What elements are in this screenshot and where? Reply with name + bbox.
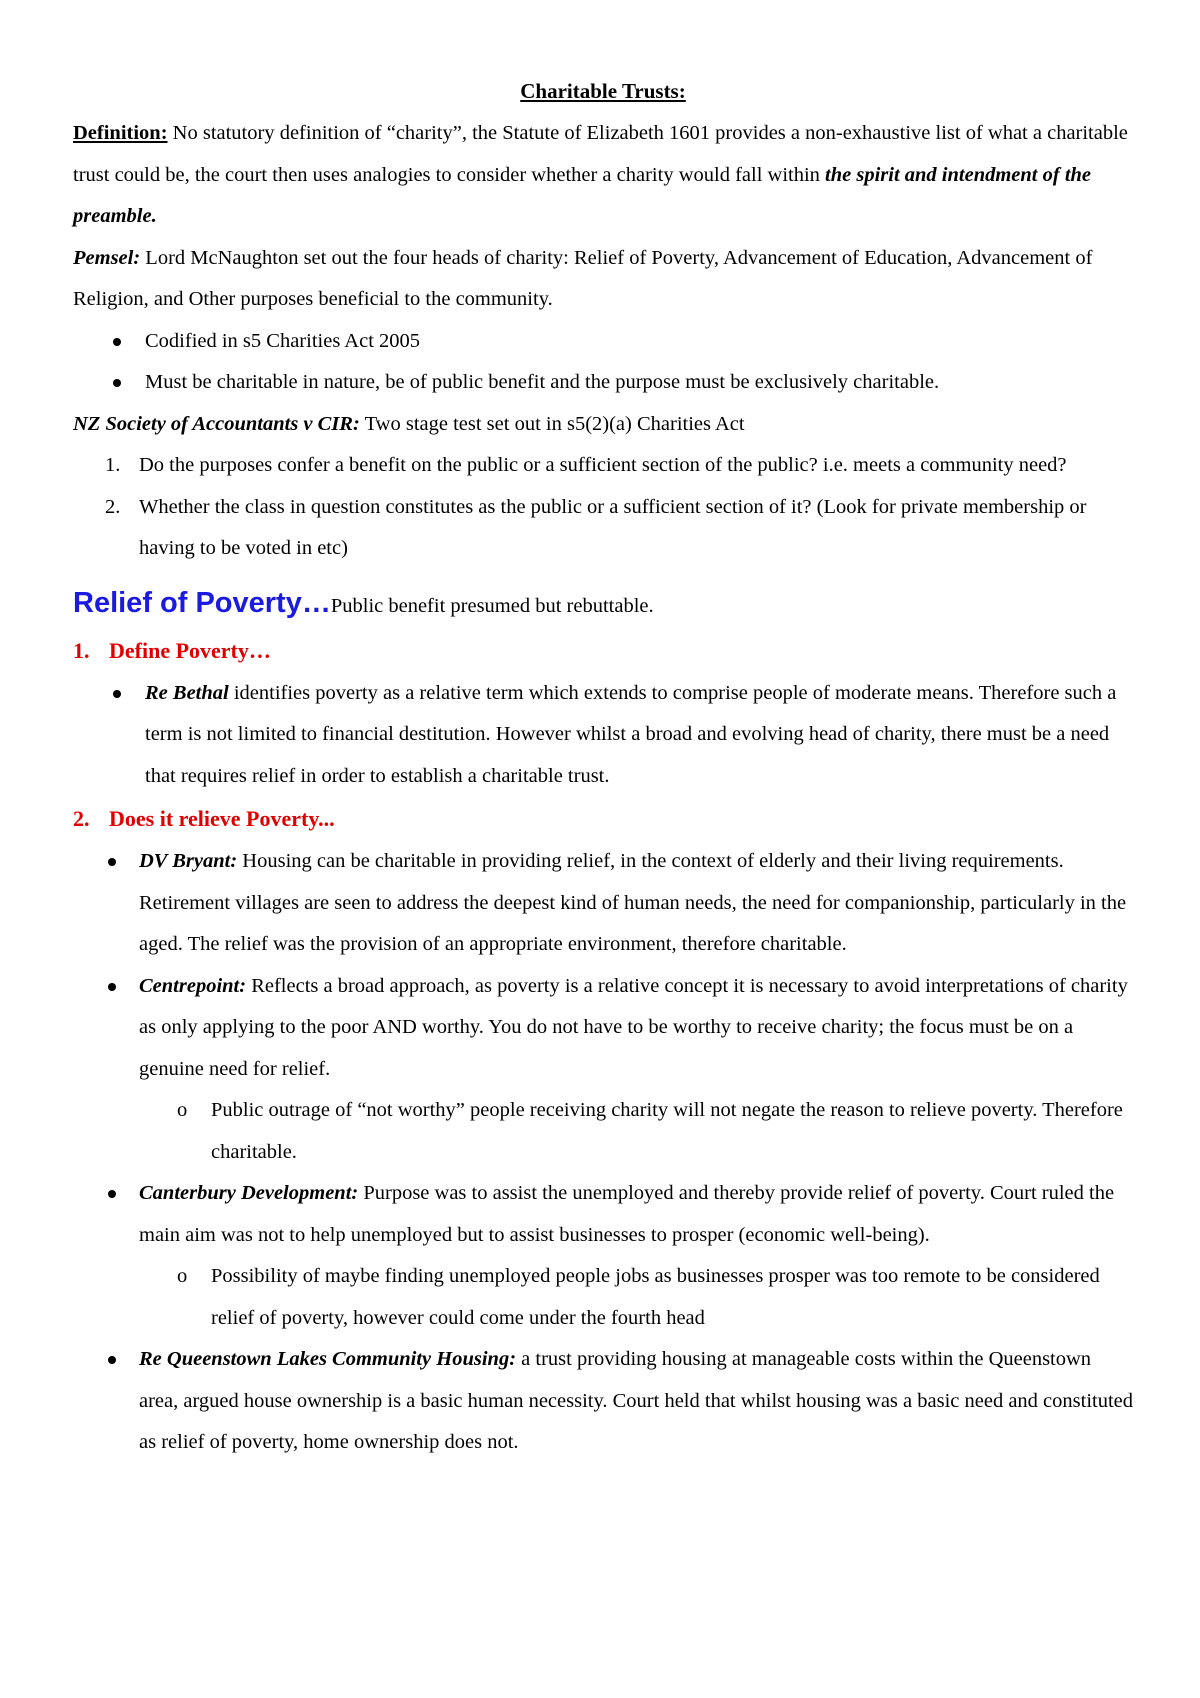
bullet-icon xyxy=(108,1190,116,1198)
pemsel-bullet-list xyxy=(73,321,1133,404)
list-item xyxy=(73,966,1133,1091)
bullet-text: Codified in s5 Charities Act 2005 xyxy=(145,329,421,352)
page-title: Charitable Trusts: xyxy=(520,79,686,103)
definition-paragraph xyxy=(73,113,1133,238)
bullet-icon xyxy=(113,379,121,387)
list-item xyxy=(73,1339,1133,1464)
nz-society-text: Two stage test set out in s5(2)(a) Charities Act xyxy=(359,412,745,435)
list-item-text: Do the purposes confer a benefit on the public or a sufficient section of the public? i.e. meets a community need? xyxy=(139,454,1067,476)
sub-item-text: Possibility of maybe finding unemployed people jobs as businesses prosper was too remote to be considered relief of poverty, however could come under the fourth head xyxy=(211,1265,1100,1329)
list-item xyxy=(73,362,1133,404)
section-title: Relief of Poverty… xyxy=(73,586,331,619)
bullet-icon xyxy=(108,983,116,991)
relieve-poverty-heading xyxy=(73,797,1133,841)
case-name: DV Bryant: xyxy=(139,850,238,872)
pemsel-paragraph xyxy=(73,238,1133,321)
case-name: Canterbury Development: xyxy=(139,1182,359,1204)
heading-text: Define Poverty… xyxy=(109,637,271,663)
definition-text: No statutory definition of “charity”, the Statute of Elizabeth 1601 provides a non-exhaustive list of what a charitable trust could be, the court then uses analogies to consider whether a charity would fall within xyxy=(73,122,1128,186)
relieve-poverty-list xyxy=(73,841,1133,1464)
case-text: Purpose was to assist the unemployed and thereby provide relief of poverty. Court ruled the main aim was not to help unemployed but to assist businesses to prosper (economic well-being). xyxy=(139,1182,1115,1246)
list-item xyxy=(73,321,1133,363)
bullet-icon xyxy=(113,338,121,346)
list-item xyxy=(73,487,1133,570)
sub-list-item xyxy=(73,1256,1133,1339)
section-subtitle: Public benefit presumed but rebuttable. xyxy=(330,594,654,617)
document-page xyxy=(73,70,1133,1464)
bullet-text: Must be charitable in nature, be of public benefit and the purpose must be exclusively charitable. xyxy=(145,371,940,393)
case-name: Centrepoint: xyxy=(139,974,247,997)
list-item xyxy=(73,1173,1133,1256)
definition-emphasis: the spirit and intendment of the preamble. xyxy=(73,163,1092,227)
nz-society-label: NZ Society of Accountants v CIR: xyxy=(73,412,360,435)
two-stage-test-list xyxy=(73,445,1133,570)
list-number: 1. xyxy=(105,454,121,476)
case-name: Re Queenstown Lakes Community Housing: xyxy=(139,1348,517,1370)
heading-text: Does it relieve Poverty... xyxy=(109,806,335,831)
pemsel-text: Lord McNaughton set out the four heads of charity: Relief of Poverty, Advancement of Education, Advancement of Religion, and Other purposes beneficial to the community. xyxy=(73,246,1093,310)
list-item xyxy=(73,841,1133,966)
sub-item-text: Public outrage of “not worthy” people receiving charity will not negate the reason to relieve poverty. Therefore charitable. xyxy=(211,1099,1123,1163)
define-poverty-list xyxy=(73,673,1133,798)
list-item xyxy=(73,673,1133,798)
definition-label: Definition: xyxy=(73,122,168,144)
list-item-text: Whether the class in question constitutes as the public or a sufficient section of it? (Look for private membership or having to be voted in etc) xyxy=(139,495,1087,559)
sub-bullet-icon: o xyxy=(177,1099,188,1121)
heading-number: 2. xyxy=(73,806,90,831)
list-number: 2. xyxy=(105,495,121,518)
sub-bullet-icon: o xyxy=(177,1265,188,1287)
case-name: Re Bethal xyxy=(145,681,229,704)
heading-number: 1. xyxy=(73,637,90,663)
case-text: Reflects a broad approach, as poverty is a relative concept it is necessary to avoid interpretations of charity as only applying to the poor AND worthy. You do not have to be worthy to receive charity; the focus must be on a genuine need for relief. xyxy=(139,974,1128,1080)
bullet-icon xyxy=(113,690,121,698)
nz-society-paragraph xyxy=(73,404,1133,446)
sub-list-item xyxy=(73,1090,1133,1173)
relief-of-poverty-heading xyxy=(73,580,1133,629)
list-item xyxy=(73,445,1133,487)
pemsel-label: Pemsel: xyxy=(73,246,141,269)
define-poverty-heading xyxy=(73,629,1133,673)
bullet-icon xyxy=(108,1356,116,1364)
case-text: identifies poverty as a relative term which extends to comprise people of moderate means. Therefore such a term is not limited to financial destitution. However whilst a broad and evolving head of charity, there must be a need that requires relief in order to establish a charitable trust. xyxy=(145,681,1117,787)
bullet-icon xyxy=(108,858,116,866)
case-text: Housing can be charitable in providing relief, in the context of elderly and their living requirements. Retirement villages are seen to address the deepest kind of human needs, the need for companionship, particularly in the aged. The relief was the provision of an appropriate environment, therefore charitable. xyxy=(139,850,1127,955)
case-text: a trust providing housing at manageable costs within the Queenstown area, argued house ownership is a basic human necessity. Court held that whilst housing was a basic need and constituted as relief of poverty, home ownership does not. xyxy=(139,1348,1134,1453)
